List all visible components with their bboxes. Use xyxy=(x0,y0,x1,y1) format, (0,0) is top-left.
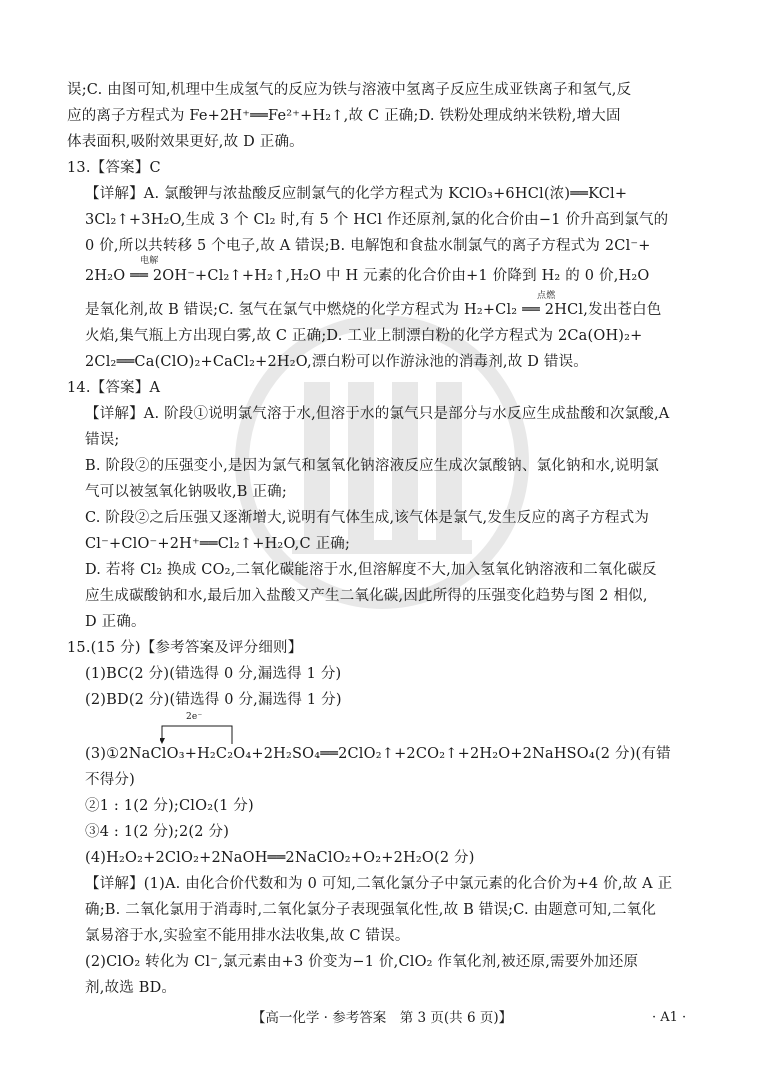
question-14-answer: 14.【答案】A xyxy=(67,380,161,396)
text-line: C. 阶段②之后压强又逐渐增大,说明有气体生成,该气体是氯气,发生反应的离子方程式为 xyxy=(85,510,650,526)
text-line: 不得分) xyxy=(85,772,135,788)
text-line: (2)BD(2 分)(错选得 0 分,漏选得 1 分) xyxy=(85,692,342,708)
text-line: D 正确。 xyxy=(85,614,146,630)
text-line: (2)ClO₂ 转化为 Cl⁻,氯元素由+3 价变为−1 价,ClO₂ 作氧化剂,被还原,需要外加还原 xyxy=(85,954,639,970)
text-line: 2H₂O ══ 2OH⁻+Cl₂↑+H₂↑,H₂O 中 H 元素的化合价由+1 价降到 H₂ 的 0 价,H₂O xyxy=(85,268,650,284)
text-line: 3Cl₂↑+3H₂O,生成 3 个 Cl₂ 时,有 5 个 HCl 作还原剂,氯的化合价由−1 价升高到氯气的 xyxy=(85,212,669,228)
electron-transfer-label: 2e⁻ xyxy=(186,712,203,722)
text-line: 确;B. 二氧化氯用于消毒时,二氧化氯分子表现强氧化性,故 B 错误;C. 由题意可知,二氧化 xyxy=(85,902,657,918)
text-line: (1)BC(2 分)(错选得 0 分,漏选得 1 分) xyxy=(85,666,342,682)
text-line: B. 阶段②的压强变小,是因为氯气和氢氧化钠溶液反应生成次氯酸钠、氯化钠和水,说明氯 xyxy=(85,458,659,474)
text-line: 气可以被氢氧化钠吸收,B 正确; xyxy=(85,484,287,500)
question-15-header: 15.(15 分)【参考答案及评分细则】 xyxy=(67,640,303,656)
text-line: D. 若将 Cl₂ 换成 CO₂,二氧化碳能溶于水,但溶解度不大,加入氢氧化钠溶液和二氧化碳反 xyxy=(85,562,657,578)
page-footer: 【高一化学 · 参考答案 第 3 页(共 6 页)】 xyxy=(251,1010,513,1026)
page-mark: · A1 · xyxy=(652,1010,687,1025)
ignite-label: 点燃 xyxy=(537,291,556,301)
text-line: 应生成碳酸钠和水,最后加入盐酸又产生二氧化碳,因此所得的压强变化趋势与图 2 相似, xyxy=(85,588,648,604)
electron-transfer-arrow-icon xyxy=(160,722,240,746)
text-line: (3)①2NaClO₃+H₂C₂O₄+2H₂SO₄══2ClO₂↑+2CO₂↑+2H₂O+2NaHSO₄(2 分)(有错 xyxy=(85,746,671,762)
text-line: 剂,故选 BD。 xyxy=(85,980,177,996)
text-line: 火焰,集气瓶上方出现白雾,故 C 正确;D. 工业上制漂白粉的化学方程式为 2Ca(OH)₂+ xyxy=(85,328,643,344)
text-line: ②1 : 1(2 分);ClO₂(1 分) xyxy=(85,798,254,814)
text-line: (4)H₂O₂+2ClO₂+2NaOH══2NaClO₂+O₂+2H₂O(2 分) xyxy=(85,850,475,866)
electrolysis-label: 电解 xyxy=(140,256,159,266)
text-line: 0 价,所以共转移 5 个电子,故 A 错误;B. 电解饱和食盐水制氯气的离子方程式为 2Cl⁻+ xyxy=(85,238,651,254)
text-line: 2Cl₂══Ca(ClO)₂+CaCl₂+2H₂O,漂白粉可以作游泳池的消毒剂,故 D 错误。 xyxy=(85,354,588,370)
question-13-answer: 13.【答案】C xyxy=(67,160,161,176)
text-line: 误;C. 由图可知,机理中生成氢气的反应为铁与溶液中氢离子反应生成亚铁离子和氢气,反 xyxy=(67,82,632,98)
text-line: 应的离子方程式为 Fe+2H⁺══Fe²⁺+H₂↑,故 C 正确;D. 铁粉处理成纳米铁粉,增大固 xyxy=(67,108,621,124)
text-line: 【详解】(1)A. 由化合价代数和为 0 可知,二氧化氯分子中氯元素的化合价为+4 价,故 A 正 xyxy=(85,876,673,892)
text-line: 是氧化剂,故 B 错误;C. 氢气在氯气中燃烧的化学方程式为 H₂+Cl₂ ══ 2HCl,发出苍白色 xyxy=(85,302,662,318)
text-line: 错误; xyxy=(85,432,120,448)
text-line: 体表面积,吸附效果更好,故 D 正确。 xyxy=(67,134,304,150)
text-line: 【详解】A. 阶段①说明氯气溶于水,但溶于水的氯气只是部分与水反应生成盐酸和次氯酸,A xyxy=(85,406,670,422)
text-line: 【详解】A. 氯酸钾与浓盐酸反应制氯气的化学方程式为 KClO₃+6HCl(浓)══KCl+ xyxy=(85,186,628,202)
text-line: 氯易溶于水,实验室不能用排水法收集,故 C 错误。 xyxy=(85,928,410,944)
text-line: ③4 : 1(2 分);2(2 分) xyxy=(85,824,230,840)
text-line: Cl⁻+ClO⁻+2H⁺══Cl₂↑+H₂O,C 正确; xyxy=(85,536,351,552)
